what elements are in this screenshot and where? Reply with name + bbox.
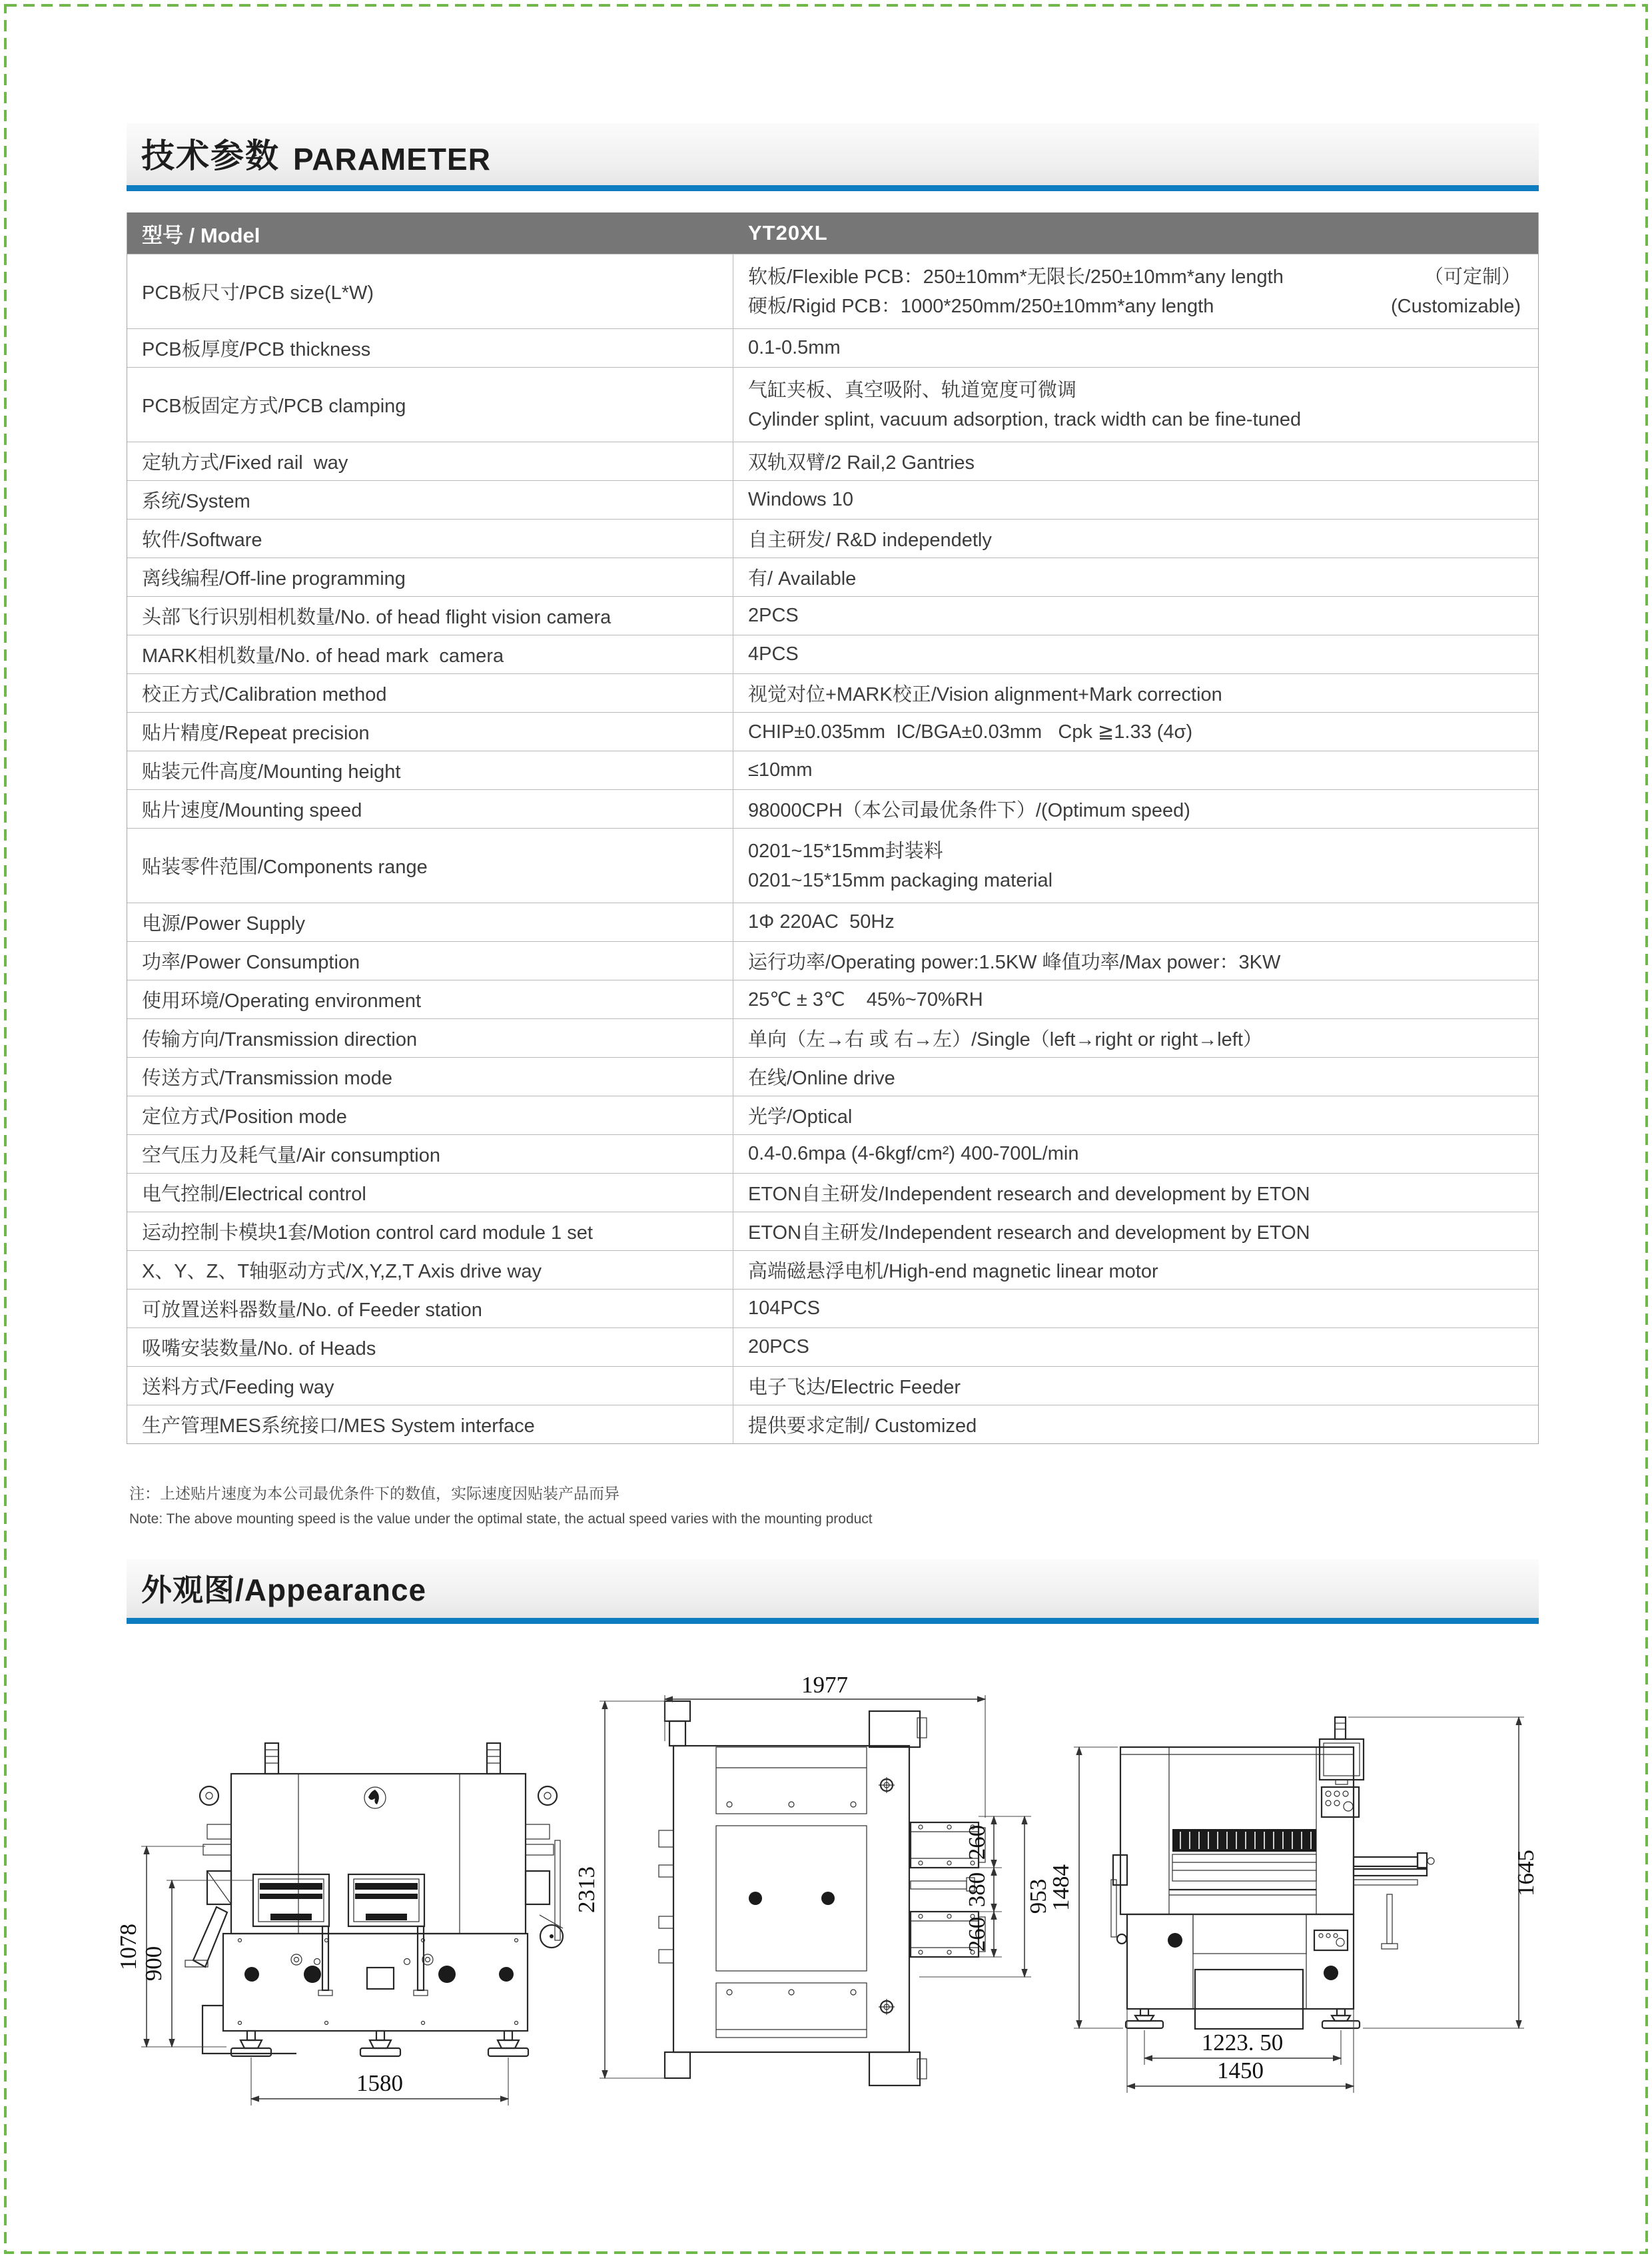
parameter-section-header [127,123,1539,185]
row-value-text: CHIP±0.035mm IC/BGA±0.03mm Cpk ≧1.33 (4σ) [748,721,1193,743]
row-label: 可放置送料器数量/No. of Feeder station [127,1290,733,1327]
row-label: MARK相机数量/No. of head mark camera [127,635,733,673]
row-value [733,558,1538,596]
table-row [127,635,1538,673]
table-row [127,480,1538,519]
row-value-text: 高端磁悬浮电机/High-end magnetic linear motor [748,1261,1158,1282]
table-row [127,442,1538,480]
model-label: 型号 / Model [142,223,260,247]
note-zh: 注：上述贴片速度为本公司最优条件下的数值，实际速度因贴装产品而异 [129,1485,620,1502]
row-value-text: ≤10mm [748,759,813,781]
table-row [127,558,1538,596]
row-label: 软件/Software [127,520,733,558]
table-row [127,1327,1538,1366]
row-value [733,1212,1538,1250]
row-value-text: 1Φ 220AC 50Hz [748,911,895,933]
row-label: 贴片精度/Repeat precision [127,713,733,751]
row-value [733,597,1538,635]
note [127,1481,1539,1527]
row-label: 贴装零件范围/Components range [127,829,733,903]
row-value [733,1251,1538,1289]
row-value [733,442,1538,480]
table-body [127,254,1538,1443]
row-value-text: 运行功率/Operating power:1.5KW 峰值功率/Max power：3KW [748,952,1281,973]
row-label: 传送方式/Transmission mode [127,1058,733,1096]
table-row [127,1289,1538,1327]
row-value-text: 0201~15*15mm封装料 [748,840,943,862]
row-value-text: 气缸夹板、真空吸附、轨道宽度可微调 [748,379,1077,401]
dim-side-height-right: 1645 [1513,1850,1539,1896]
table-row [127,1096,1538,1134]
spec-table-header [127,212,1538,254]
row-value [733,903,1538,941]
row-value-text: 0.4-0.6mpa (4-6kgf/cm²) 400-700L/min [748,1143,1079,1164]
row-value-text: 0201~15*15mm packaging material [748,869,1053,891]
table-row [127,367,1538,442]
row-label: 吸嘴安装数量/No. of Heads [127,1328,733,1366]
row-value [733,1290,1538,1327]
row-label: 离线编程/Off-line programming [127,558,733,596]
row-label: 电源/Power Supply [127,903,733,941]
row-value-text: 98000CPH（本公司最优条件下）/(Optimum speed) [748,800,1190,821]
row-value-text: ETON自主研发/Independent research and development by ETON [748,1222,1310,1244]
base-control-box [1314,1930,1348,1950]
row-value-text: 0.1-0.5mm [748,337,841,358]
row-label: 使用环境/Operating environment [127,980,733,1018]
row-value [733,368,1538,442]
dim-top-height: 2313 [574,1866,600,1913]
row-value-text: Windows 10 [748,489,853,510]
appearance-section-header [127,1559,1539,1618]
table-row [127,1134,1538,1173]
note-en: Note: The above mounting speed is the value under the optimal state, the actual speed varies with the mounting product [129,1511,873,1527]
table-row [127,1405,1538,1443]
row-label: 送料方式/Feeding way [127,1367,733,1405]
dim-top-width: 1977 [801,1672,848,1698]
machine-feet [231,2031,528,2056]
row-value [733,329,1538,367]
row-value-text: 4PCS [748,643,799,665]
row-value [733,980,1538,1018]
row-value-text: ETON自主研发/Independent research and development by ETON [748,1184,1310,1205]
row-label: 贴装元件高度/Mounting height [127,751,733,789]
dim-front-feet-span: 1580 [356,2070,403,2096]
table-row [127,596,1538,635]
row-value [733,635,1538,673]
row-value-text: 电子飞达/Electric Feeder [748,1377,961,1398]
row-label: 系统/System [127,481,733,519]
row-value [733,1019,1538,1057]
row-value-text: Cylinder splint, vacuum adsorption, track width can be fine-tuned [748,408,1302,430]
table-row [127,1250,1538,1289]
model-value: YT20XL [748,221,828,244]
table-row [127,828,1538,903]
row-label: 定轨方式/Fixed rail way [127,442,733,480]
row-label: 传输方向/Transmission direction [127,1019,733,1057]
top-view-drawing [574,1672,1059,2164]
dim-side-base-width: 1450 [1217,2058,1264,2083]
row-value [733,1058,1538,1096]
appearance-title: 外观图/Appearance [141,1573,427,1607]
row-value-text: 25℃ ± 3℃ 45%~70%RH [748,989,983,1010]
table-row [127,1018,1538,1057]
table-row [127,1057,1538,1096]
row-value [733,674,1538,712]
row-label: 贴片速度/Mounting speed [127,790,733,828]
side-view-drawing [1048,1701,1569,2141]
row-value [733,713,1538,751]
row-label: X、Y、Z、T轴驱动方式/X,Y,Z,T Axis drive way [127,1251,733,1289]
row-label: 头部飞行识别相机数量/No. of head flight vision camera [127,597,733,635]
row-value-text: 有/ Available [748,568,857,589]
front-view-drawing [115,1704,666,2144]
eton-logo-icon [364,1787,386,1808]
feeder-module [253,1874,329,1926]
row-value-text: 2PCS [748,605,799,626]
row-value [733,254,1538,328]
row-value-text: 光学/Optical [748,1106,853,1128]
row-value-text: 单向（左→右 或 右→左）/Single（left→right or right→left） [748,1029,1262,1050]
dim-front-height-outer: 1078 [115,1924,141,1970]
table-row [127,941,1538,980]
table-row [127,980,1538,1018]
table-row [127,1366,1538,1405]
row-label: PCB板厚度/PCB thickness [127,329,733,367]
row-value-text: 在线/Online drive [748,1068,895,1089]
dim-top-conveyor-top: 260 [964,1824,990,1860]
row-value-text: 硬板/Rigid PCB：1000*250mm/250±10mm*any length [748,295,1214,317]
row-value [733,1135,1538,1173]
table-row [127,712,1538,751]
table-row [127,254,1538,328]
row-value-text: 视觉对位+MARK校正/Vision alignment+Mark correction [748,684,1222,705]
row-label: PCB板尺寸/PCB size(L*W) [127,254,733,328]
dim-front-height-inner: 900 [141,1946,167,1982]
row-value-note: （可定制） [1424,266,1521,288]
row-value [733,1405,1538,1443]
accent-divider [127,185,1539,191]
row-label: 空气压力及耗气量/Air consumption [127,1135,733,1173]
row-value-text: 双轨双臂/2 Rail,2 Gantries [748,452,975,474]
table-row [127,328,1538,367]
monitor [1320,1739,1364,1784]
accent-divider-2 [127,1618,1539,1624]
row-value [733,790,1538,828]
row-label: 定位方式/Position mode [127,1096,733,1134]
machine-feet [1126,2009,1360,2028]
row-value [733,942,1538,980]
row-value-text: 自主研发/ R&D independetly [748,530,992,551]
row-value-text: 提供要求定制/ Customized [748,1415,977,1437]
table-row [127,519,1538,558]
dim-top-conveyor-gap: 380 [964,1872,990,1908]
row-value [733,1174,1538,1212]
row-value [733,520,1538,558]
row-label: 校正方式/Calibration method [127,674,733,712]
row-value [733,829,1538,903]
row-value [733,1367,1538,1405]
row-label: 生产管理MES系统接口/MES System interface [127,1405,733,1443]
dim-top-conveyor-total: 953 [1025,1878,1051,1914]
feeder-module [348,1874,424,1926]
row-label: 电气控制/Electrical control [127,1174,733,1212]
parameter-title-zh: 技术参数 [141,137,280,175]
row-value-text: 20PCS [748,1336,809,1357]
dim-side-height-left: 1484 [1048,1864,1074,1911]
side-conveyor-arm [1354,1853,1434,1949]
table-row [127,673,1538,712]
row-value-note: (Customizable) [1391,295,1521,317]
row-label: PCB板固定方式/PCB clamping [127,368,733,442]
row-label: 运动控制卡模块1套/Motion control card module 1 set [127,1212,733,1250]
table-row [127,1212,1538,1250]
row-label: 功率/Power Consumption [127,942,733,980]
content [115,0,1539,2174]
dim-side-feet-span: 1223. 50 [1201,2030,1284,2056]
table-row [127,903,1538,941]
row-value [733,481,1538,519]
dim-top-conveyor-bottom: 260 [964,1916,990,1952]
table-row [127,751,1538,789]
row-value-text: 软板/Flexible PCB：250±10mm*无限长/250±10mm*any length [748,266,1284,288]
table-row [127,1173,1538,1212]
spec-table [127,212,1539,1444]
row-value-text: 104PCS [748,1298,821,1319]
row-value [733,1096,1538,1134]
row-value [733,1328,1538,1366]
row-value [733,751,1538,789]
parameter-title-en: PARAMETER [293,142,491,177]
appearance-drawings [115,1668,1539,2174]
table-row [127,789,1538,828]
